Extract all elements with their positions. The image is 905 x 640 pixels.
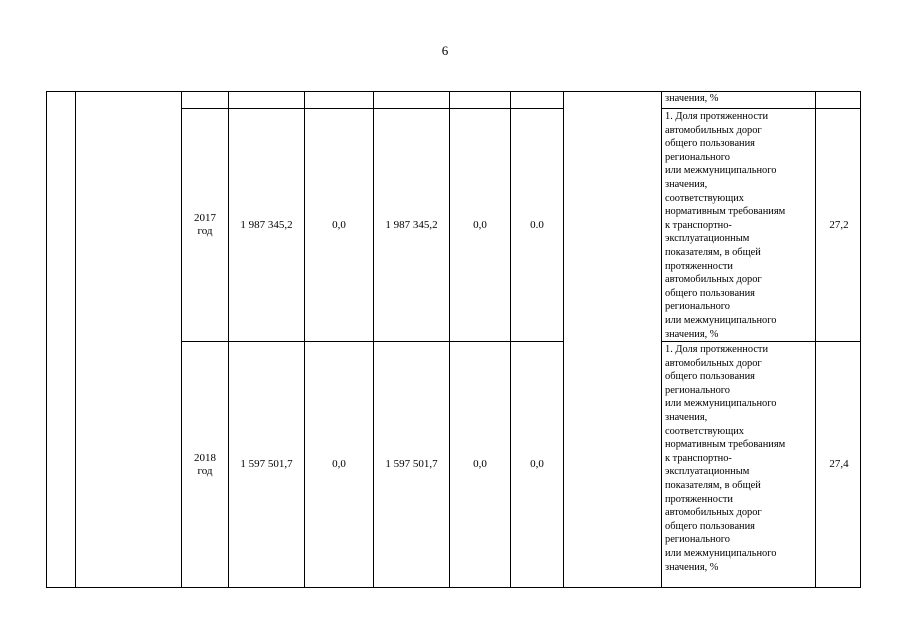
federal-cell: 0,0 [332,458,346,470]
regional-cell: 1 597 501,7 [385,458,438,470]
total-cell: 1 597 501,7 [240,458,293,470]
table-bottom-border [46,587,861,588]
year-cell: 2018 год [194,452,216,477]
col-border [661,91,662,588]
col-border [228,91,229,588]
row-divider [181,108,564,109]
total-cell: 1 987 345,2 [240,219,293,231]
regional-cell: 1 987 345,2 [385,219,438,231]
col-border [449,91,450,588]
row-divider [181,341,564,342]
col-border [563,91,564,588]
indicator-value: 27,2 [829,219,849,231]
col-border [815,91,816,588]
row-divider [661,341,861,342]
col-border [510,91,511,588]
indicator-text: 1. Доля протяженности автомобильных дорог общего пользования регионального или межмуниципального значения, соответствующих нормативным требованиям к транспортно- эксплуатационным показателям, в общей протяженности автомобильных дорог общего пользования регионального или межмуниципального значения, % [665,111,786,340]
municipal-cell: 0,0 [473,219,487,231]
col-border [373,91,374,588]
indicator-tail: значения, % [665,93,719,104]
col-border [860,91,861,588]
year-cell: 2017 год [194,212,216,237]
municipal-cell: 0,0 [473,458,487,470]
indicator-value: 27,4 [829,458,849,470]
indicator-text: 1. Доля протяженности автомобильных дорог общего пользования регионального или межмуниципального значения, соответствующих нормативным требованиям к транспортно- эксплуатационным показателям, в общей протяженности автомобильных дорог общего пользования регионального или межмуниципального значения, % [665,344,786,573]
extra-cell: 0,0 [530,458,544,470]
federal-cell: 0,0 [332,219,346,231]
col-border [46,91,47,588]
extra-cell: 0.0 [530,219,544,231]
col-border [75,91,76,588]
page-number: 6 [441,43,449,58]
col-border [304,91,305,588]
budget-table [46,91,861,588]
col-border [181,91,182,588]
row-divider [661,108,861,109]
table-top-border [46,91,861,92]
